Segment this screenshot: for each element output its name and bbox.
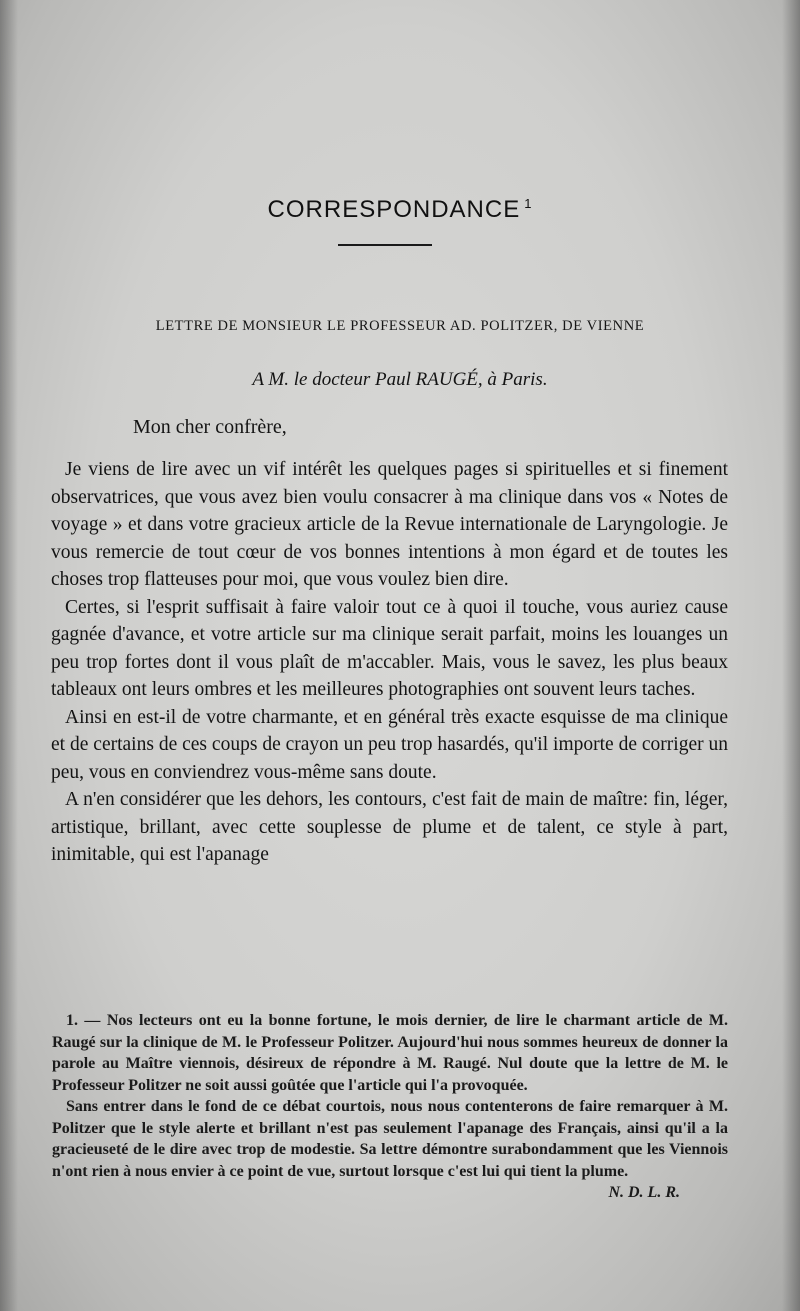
footnote-paragraph-1: 1. — Nos lecteurs ont eu la bonne fortune, le mois dernier, de lire le charmant article de M. Raugé sur la clinique de M. le Professeur Politzer. Aujourd'hui nous sommes heureux de donner la parole au Maître viennois, désireux de répondre à M. Raugé. Nul doute que la lettre de M. le Professeur Politzer ne soit aussi goûtée que l'article qui l'a provoquée.	[52, 1012, 728, 1094]
footnote-paragraph-2-text: Sans entrer dans le fond de ce débat courtois, nous nous contenterons de faire remarquer à M. Politzer que le style alerte et brillant n'est pas seulement l'apanage des Français, ainsi qu'il a la gracieuseté de le dire avec trop de modestie. Sa lettre démontre surabondamment que les Viennois n'ont rien à nous envier à ce point de vue, surtout lorsque c'est lui qui tient la plume.	[52, 1098, 728, 1180]
footnote-marker: 1	[524, 196, 533, 211]
footnote-signature: N. D. L. R.	[608, 1184, 680, 1201]
footnote-paragraph-2	[52, 1096, 728, 1201]
body-paragraph-4: A n'en considérer que les dehors, les contours, c'est fait de main de maître: fin, léger, artistique, brillant, avec cette souplesse de plume et de talent, ce style à part, inimitable, qui est l'apanage	[51, 789, 728, 865]
section-title-text: CORRESPONDANCE	[267, 196, 521, 223]
footnote	[52, 1010, 728, 1204]
body-paragraph-3: Ainsi en est-il de votre charmante, et en général très exacte esquisse de ma clinique et de certains de ces coups de crayon un peu trop hasardés, qu'il importe de corriger un peu, vous en conviendrez vous-même sans doute.	[51, 706, 728, 783]
body-paragraph-2: Certes, si l'esprit suffisait à faire valoir tout ce à quoi il touche, vous auriez cause gagnée d'avance, et votre article sur ma clinique serait parfait, moins les louanges un peu trop fortes dont il vous plaît de m'accabler. Mais, vous le savez, les plus beaux tableaux ont leurs ombres et les meilleures photographies ont souvent leurs taches.	[51, 596, 728, 700]
letter-heading: LETTRE DE MONSIEUR LE PROFESSEUR AD. POLITZER, DE VIENNE	[155, 318, 645, 334]
section-title	[0, 196, 800, 224]
letter-body	[51, 456, 728, 869]
body-paragraph-1: Je viens de lire avec un vif intérêt les quelques pages si spirituelles et si finement observatrices, que vous avez bien voulu consacrer à ma clinique dans vos « Notes de voyage » et dans votre gracieux article de la Revue internationale de Laryngologie. Je vous remercie de tout cœur de vos bonnes intentions à mon égard et de toutes les choses trop flatteuses pour moi, que vous voulez bien dire.	[51, 459, 728, 590]
salutation: Mon cher confrère,	[133, 416, 287, 438]
addressee-line: A M. le docteur Paul RAUGÉ, à Paris.	[252, 369, 548, 390]
title-rule	[338, 244, 432, 246]
